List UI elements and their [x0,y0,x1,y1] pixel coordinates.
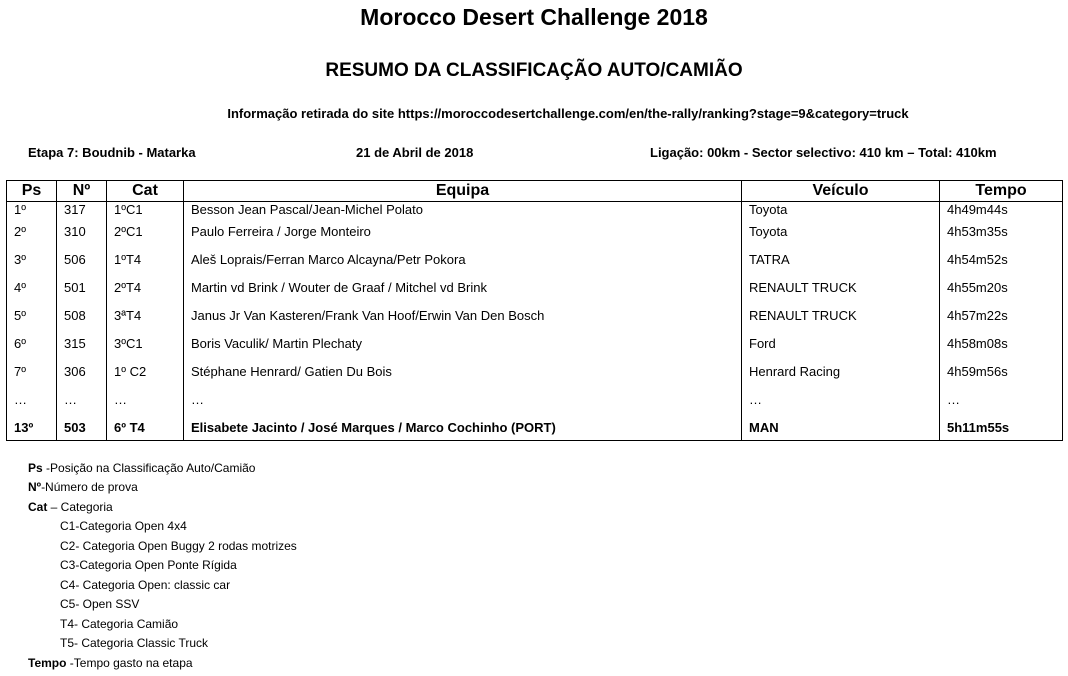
legend-key: Nº [28,480,42,494]
legend-category-item: C5- Open SSV [60,597,140,611]
cell-category: … [107,392,184,420]
document-title: Morocco Desert Challenge 2018 [360,4,708,30]
legend-text: – Categoria [47,500,113,514]
legend-text: -Tempo gasto na etapa [66,656,193,670]
legend-category-item: C3-Categoria Open Ponte Rígida [60,558,237,572]
cell-time: 4h53m35s [940,224,1063,252]
legend-key: Ps [28,461,43,475]
cell-vehicle: Toyota [742,224,940,252]
table-row [7,224,1063,252]
table-row [7,252,1063,280]
cell-position: 7º [7,364,57,392]
header-team: Equipa [184,181,742,202]
cell-team: … [184,392,742,420]
cell-team: Besson Jean Pascal/Jean-Michel Polato [184,202,742,225]
cell-vehicle: TATRA [742,252,940,280]
table-header-row [7,181,1063,202]
cell-category: 1ºC1 [107,202,184,225]
cell-team: Elisabete Jacinto / José Marques / Marco Cochinho (PORT) [184,420,742,441]
header-category: Cat [107,181,184,202]
legend-text: -Número de prova [41,480,138,494]
cell-position: 13º [7,420,57,441]
cell-time: 5h11m55s [940,420,1063,441]
header-time: Tempo [940,181,1063,202]
results-table [6,180,1063,441]
cell-number: 508 [57,308,107,336]
cell-team: Aleš Loprais/Ferran Marco Alcayna/Petr Pokora [184,252,742,280]
legend-number [28,480,138,494]
cell-category: 3ªT4 [107,308,184,336]
legend-tempo [28,656,193,670]
cell-number: 306 [57,364,107,392]
legend-category-item: T4- Categoria Camião [60,617,179,631]
cell-team: Martin vd Brink / Wouter de Graaf / Mitchel vd Brink [184,280,742,308]
cell-number: 310 [57,224,107,252]
header-position: Ps [7,181,57,202]
document-subtitle: RESUMO DA CLASSIFICAÇÃO AUTO/CAMIÃO [325,60,743,81]
cell-time: … [940,392,1063,420]
cell-vehicle: RENAULT TRUCK [742,308,940,336]
table-row-ellipsis [7,392,1063,420]
legend-key: Cat [28,500,48,514]
table-row [7,308,1063,336]
cell-time: 4h55m20s [940,280,1063,308]
header-number: Nº [57,181,107,202]
cell-vehicle: Henrard Racing [742,364,940,392]
legend-ps [28,461,255,475]
cell-number: 317 [57,202,107,225]
table-row [7,336,1063,364]
legend-key: Tempo [28,656,67,670]
cell-category: 3ºC1 [107,336,184,364]
cell-vehicle: … [742,392,940,420]
stage-date: 21 de Abril de 2018 [356,145,474,160]
cell-team: Paulo Ferreira / Jorge Monteiro [184,224,742,252]
cell-category: 1º C2 [107,364,184,392]
cell-position: 5º [7,308,57,336]
legend-category-item: C2- Categoria Open Buggy 2 rodas motrizes [60,539,297,553]
table-row [7,202,1063,225]
legend-category-item: C1-Categoria Open 4x4 [60,519,187,533]
cell-team: Janus Jr Van Kasteren/Frank Van Hoof/Erwin Van Den Bosch [184,308,742,336]
cell-number: 503 [57,420,107,441]
legend-text: -Posição na Classificação Auto/Camião [42,461,256,475]
legend-cat [28,500,113,514]
cell-time: 4h57m22s [940,308,1063,336]
cell-time: 4h59m56s [940,364,1063,392]
table-row [7,280,1063,308]
cell-time: 4h49m44s [940,202,1063,225]
cell-number: … [57,392,107,420]
table-row [7,364,1063,392]
cell-team: Stéphane Henrard/ Gatien Du Bois [184,364,742,392]
cell-number: 506 [57,252,107,280]
table-row-highlighted [7,420,1063,441]
cell-number: 315 [57,336,107,364]
cell-position: 3º [7,252,57,280]
source-note: Informação retirada do site https://moroccodesertchallenge.com/en/the-rally/ranking?stage=9&category=truck [227,106,909,121]
cell-team: Boris Vaculik/ Martin Plechaty [184,336,742,364]
legend-category-item: C4- Categoria Open: classic car [60,578,231,592]
cell-position: 6º [7,336,57,364]
cell-position: 4º [7,280,57,308]
cell-number: 501 [57,280,107,308]
cell-category: 1ºT4 [107,252,184,280]
cell-position: 2º [7,224,57,252]
header-vehicle: Veículo [742,181,940,202]
cell-vehicle: RENAULT TRUCK [742,280,940,308]
cell-vehicle: Ford [742,336,940,364]
legend-category-item: T5- Categoria Classic Truck [60,636,209,650]
cell-category: 6º T4 [107,420,184,441]
cell-time: 4h54m52s [940,252,1063,280]
stage-distances: Ligação: 00km - Sector selectivo: 410 km – Total: 410km [650,145,997,160]
cell-time: 4h58m08s [940,336,1063,364]
cell-category: 2ºC1 [107,224,184,252]
cell-vehicle: MAN [742,420,940,441]
cell-vehicle: Toyota [742,202,940,225]
cell-position: 1º [7,202,57,225]
cell-position: … [7,392,57,420]
stage-name: Etapa 7: Boudnib - Matarka [28,145,196,160]
cell-category: 2ºT4 [107,280,184,308]
